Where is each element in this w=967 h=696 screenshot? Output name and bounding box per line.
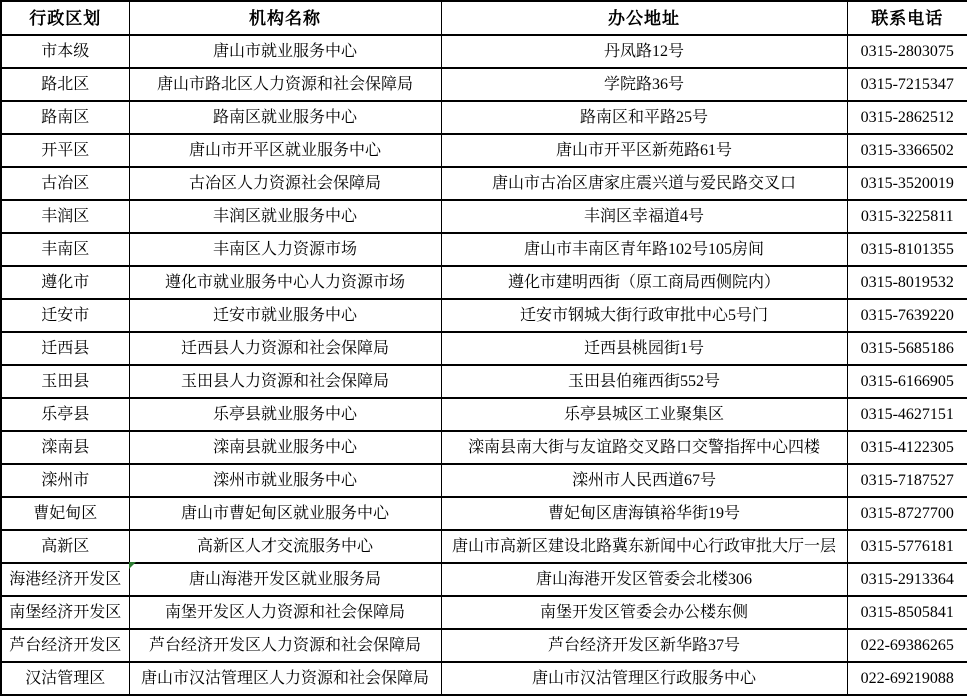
cell-address: 唐山市开平区新苑路61号 bbox=[441, 134, 847, 167]
cell-district: 玉田县 bbox=[1, 365, 129, 398]
cell-organization: 芦台经济开发区人力资源和社会保障局 bbox=[129, 629, 441, 662]
cell-district: 市本级 bbox=[1, 35, 129, 68]
table-row bbox=[1, 464, 967, 497]
cell-district: 古冶区 bbox=[1, 167, 129, 200]
cell-address: 滦州市人民西道67号 bbox=[441, 464, 847, 497]
table-body bbox=[1, 35, 967, 695]
cell-district: 乐亭县 bbox=[1, 398, 129, 431]
table-row bbox=[1, 662, 967, 695]
cell-phone: 0315-5685186 bbox=[847, 332, 967, 365]
cell-address: 学院路36号 bbox=[441, 68, 847, 101]
table-row bbox=[1, 35, 967, 68]
cell-district: 高新区 bbox=[1, 530, 129, 563]
cell-phone: 0315-2803075 bbox=[847, 35, 967, 68]
cell-organization: 迁西县人力资源和社会保障局 bbox=[129, 332, 441, 365]
table-row bbox=[1, 530, 967, 563]
cell-phone: 0315-8101355 bbox=[847, 233, 967, 266]
cell-organization: 乐亭县就业服务中心 bbox=[129, 398, 441, 431]
cell-district: 迁安市 bbox=[1, 299, 129, 332]
cell-organization: 玉田县人力资源和社会保障局 bbox=[129, 365, 441, 398]
cell-phone: 0315-6166905 bbox=[847, 365, 967, 398]
cell-phone: 022-69219088 bbox=[847, 662, 967, 695]
cell-address: 丹凤路12号 bbox=[441, 35, 847, 68]
cell-address: 玉田县伯雍西街552号 bbox=[441, 365, 847, 398]
table-row bbox=[1, 68, 967, 101]
cell-district: 开平区 bbox=[1, 134, 129, 167]
cell-district: 滦州市 bbox=[1, 464, 129, 497]
table-row bbox=[1, 563, 967, 596]
cell-phone: 0315-8019532 bbox=[847, 266, 967, 299]
col-header-phone: 联系电话 bbox=[847, 1, 967, 35]
cell-organization: 遵化市就业服务中心人力资源市场 bbox=[129, 266, 441, 299]
table-row bbox=[1, 233, 967, 266]
cell-organization: 南堡开发区人力资源和社会保障局 bbox=[129, 596, 441, 629]
table-row bbox=[1, 497, 967, 530]
table-row bbox=[1, 596, 967, 629]
cell-district: 路南区 bbox=[1, 101, 129, 134]
header-row bbox=[1, 1, 967, 35]
cell-phone: 0315-4627151 bbox=[847, 398, 967, 431]
table-row bbox=[1, 101, 967, 134]
cell-address: 遵化市建明西街（原工商局西侧院内） bbox=[441, 266, 847, 299]
cell-organization: 唐山市开平区就业服务中心 bbox=[129, 134, 441, 167]
cell-address: 丰润区幸福道4号 bbox=[441, 200, 847, 233]
cell-address: 唐山市丰南区青年路102号105房间 bbox=[441, 233, 847, 266]
table-row bbox=[1, 365, 967, 398]
table-row bbox=[1, 431, 967, 464]
table-row bbox=[1, 266, 967, 299]
cell-address: 乐亭县城区工业聚集区 bbox=[441, 398, 847, 431]
cell-organization: 唐山市曹妃甸区就业服务中心 bbox=[129, 497, 441, 530]
cell-phone: 0315-3366502 bbox=[847, 134, 967, 167]
table-header bbox=[1, 1, 967, 35]
table-row bbox=[1, 398, 967, 431]
cell-phone: 0315-7187527 bbox=[847, 464, 967, 497]
cell-organization: 迁安市就业服务中心 bbox=[129, 299, 441, 332]
cell-district: 迁西县 bbox=[1, 332, 129, 365]
table-row bbox=[1, 200, 967, 233]
cell-organization: 唐山市路北区人力资源和社会保障局 bbox=[129, 68, 441, 101]
cell-phone: 0315-3520019 bbox=[847, 167, 967, 200]
cell-organization: 唐山市汉沽管理区人力资源和社会保障局 bbox=[129, 662, 441, 695]
table-row bbox=[1, 629, 967, 662]
cell-address: 唐山市古冶区唐家庄震兴道与爱民路交叉口 bbox=[441, 167, 847, 200]
cell-phone: 0315-2913364 bbox=[847, 563, 967, 596]
cell-address: 滦南县南大街与友谊路交叉路口交警指挥中心四楼 bbox=[441, 431, 847, 464]
col-header-district: 行政区划 bbox=[1, 1, 129, 35]
cell-organization: 路南区就业服务中心 bbox=[129, 101, 441, 134]
cell-organization: 滦南县就业服务中心 bbox=[129, 431, 441, 464]
cell-district: 南堡经济开发区 bbox=[1, 596, 129, 629]
cell-organization: 古冶区人力资源社会保障局 bbox=[129, 167, 441, 200]
cell-phone: 0315-8727700 bbox=[847, 497, 967, 530]
cell-phone: 0315-2862512 bbox=[847, 101, 967, 134]
cell-address: 唐山市汉沽管理区行政服务中心 bbox=[441, 662, 847, 695]
cell-district: 海港经济开发区 bbox=[1, 563, 129, 596]
cell-address: 迁西县桃园街1号 bbox=[441, 332, 847, 365]
cell-organization: 滦州市就业服务中心 bbox=[129, 464, 441, 497]
cell-phone: 0315-8505841 bbox=[847, 596, 967, 629]
cell-phone: 0315-5776181 bbox=[847, 530, 967, 563]
table-row bbox=[1, 332, 967, 365]
cell-district: 芦台经济开发区 bbox=[1, 629, 129, 662]
cell-phone: 0315-3225811 bbox=[847, 200, 967, 233]
cell-address: 路南区和平路25号 bbox=[441, 101, 847, 134]
cell-district: 滦南县 bbox=[1, 431, 129, 464]
cell-address: 唐山市高新区建设北路冀东新闻中心行政审批大厅一层 bbox=[441, 530, 847, 563]
cell-district: 曹妃甸区 bbox=[1, 497, 129, 530]
col-header-address: 办公地址 bbox=[441, 1, 847, 35]
cell-address: 迁安市钢城大街行政审批中心5号门 bbox=[441, 299, 847, 332]
cell-organization: 唐山市就业服务中心 bbox=[129, 35, 441, 68]
cell-organization: 丰南区人力资源市场 bbox=[129, 233, 441, 266]
cell-address: 芦台经济开发区新华路37号 bbox=[441, 629, 847, 662]
cell-address: 南堡开发区管委会办公楼东侧 bbox=[441, 596, 847, 629]
cell-address: 唐山海港开发区管委会北楼306 bbox=[441, 563, 847, 596]
cell-phone: 022-69386265 bbox=[847, 629, 967, 662]
cell-organization: 高新区人才交流服务中心 bbox=[129, 530, 441, 563]
cell-district: 路北区 bbox=[1, 68, 129, 101]
cell-district: 汉沽管理区 bbox=[1, 662, 129, 695]
cell-phone: 0315-7215347 bbox=[847, 68, 967, 101]
table-row bbox=[1, 167, 967, 200]
cell-district: 丰润区 bbox=[1, 200, 129, 233]
table-row bbox=[1, 299, 967, 332]
table-row bbox=[1, 134, 967, 167]
col-header-organization: 机构名称 bbox=[129, 1, 441, 35]
cell-address: 曹妃甸区唐海镇裕华街19号 bbox=[441, 497, 847, 530]
cell-organization: 丰润区就业服务中心 bbox=[129, 200, 441, 233]
cell-phone: 0315-4122305 bbox=[847, 431, 967, 464]
cell-district: 丰南区 bbox=[1, 233, 129, 266]
cell-organization: 唐山海港开发区就业服务局 bbox=[129, 563, 441, 596]
cell-district: 遵化市 bbox=[1, 266, 129, 299]
cell-phone: 0315-7639220 bbox=[847, 299, 967, 332]
